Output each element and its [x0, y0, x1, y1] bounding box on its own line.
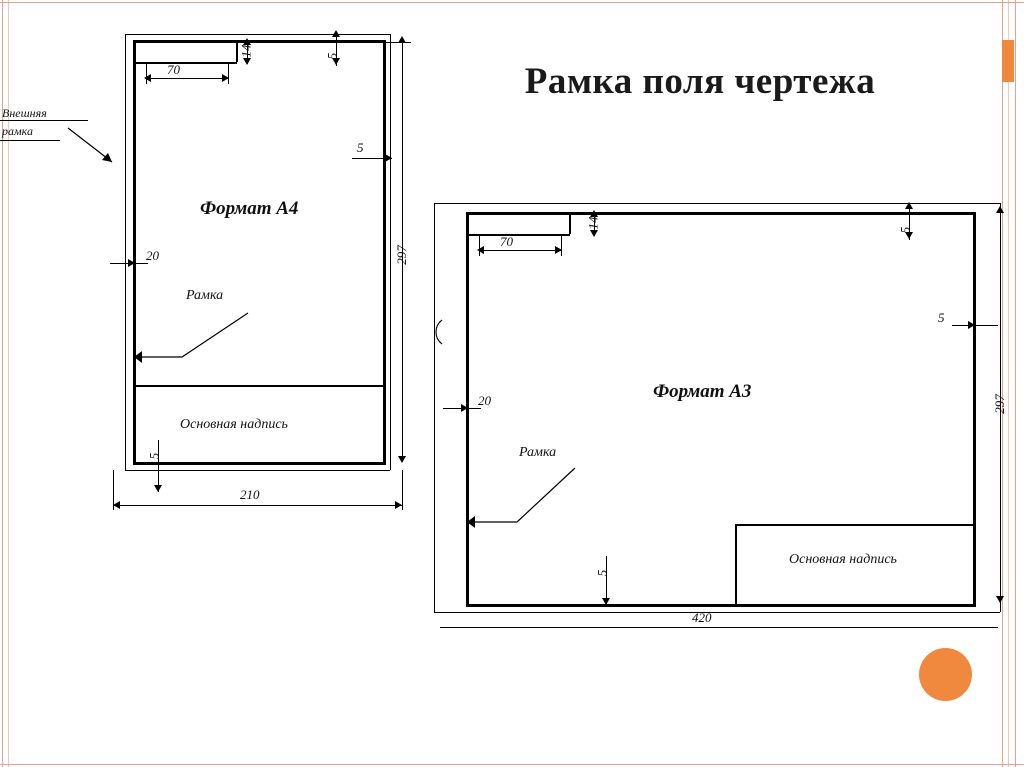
a3-title-block-top — [735, 524, 976, 526]
a3-dim-20-arrow — [461, 404, 468, 412]
a3-dim-420-text: 420 — [692, 610, 712, 625]
a3-dim-5-right-arrow — [968, 321, 975, 329]
slide-right-rule-3 — [1015, 0, 1016, 767]
a4-frame-top — [133, 40, 386, 43]
a4-dim-70-ext-right — [228, 62, 229, 84]
a4-outer-frame-bottom — [125, 470, 390, 471]
a3-dim-14-arrow-down — [590, 230, 598, 237]
a3-topbox-bottom — [466, 234, 570, 236]
a3-dim-5-bottom-text: 5 — [594, 569, 610, 577]
a3-dim-5-right-line — [952, 325, 998, 326]
a3-dim-420-line — [440, 627, 998, 628]
a4-dim-210-line — [113, 505, 402, 506]
a3-dim-70-line — [479, 250, 561, 251]
a4-dim-210-text: 210 — [240, 487, 260, 502]
a4-outer-frame-right — [390, 34, 391, 470]
a4-dim-210-ext-left — [113, 470, 114, 510]
a4-dim-5-bottom-text: 5 — [146, 452, 162, 460]
a4-frame-left — [133, 40, 136, 465]
slide-right-rule-1 — [1002, 0, 1003, 767]
a4-dim-70-line — [146, 78, 228, 79]
a4-dim-5-top-text: 5 — [324, 52, 340, 60]
a4-dim-5-right-arrow — [385, 154, 392, 162]
a3-break-mark — [428, 318, 446, 346]
a3-topbox-right — [569, 212, 571, 234]
a4-outer-frame-underline — [0, 120, 88, 121]
a4-outer-frame-label-line1: Внешняя — [2, 106, 47, 120]
slide-top-rule — [0, 2, 1024, 3]
a3-dim-297-arrow-down — [996, 596, 1004, 603]
accent-circle — [919, 648, 972, 701]
a4-dim-297-arrow-down — [398, 456, 406, 463]
a3-outer-frame-left — [434, 203, 435, 612]
a4-topbox-bottom — [133, 62, 237, 64]
a4-dim-5-top-arrow-up — [332, 30, 340, 37]
a4-dim-297-text: 297 — [393, 245, 409, 265]
a3-frame-top — [466, 212, 976, 215]
a3-dim-5-top-arrow-up — [905, 202, 913, 209]
a4-dim-297-ext-top — [385, 42, 411, 43]
a4-dim-5-bottom-arrow — [154, 485, 162, 492]
slide-right-rule-2 — [1008, 0, 1009, 767]
a3-dim-5-bottom-arrow — [602, 598, 610, 605]
a4-outer-frame-leader — [60, 120, 130, 170]
a3-dim-70-text: 70 — [500, 234, 513, 249]
a3-title-block-left — [735, 524, 737, 606]
a4-title-block-top — [133, 385, 386, 387]
a4-outer-frame-top — [125, 34, 390, 35]
a4-outer-frame-label-line2: рамка — [2, 124, 33, 138]
a3-dim-70-ext-left — [479, 234, 480, 256]
a3-dim-5-top-text: 5 — [897, 226, 913, 234]
a4-dim-14-arrow-down — [243, 58, 251, 65]
a3-format-label: Формат А3 — [653, 381, 752, 402]
a4-dim-210-arrow-right — [395, 501, 402, 509]
a4-dim-20-text: 20 — [146, 248, 159, 263]
a4-outer-frame-left — [125, 34, 126, 470]
accent-bar — [1002, 40, 1014, 82]
a3-dim-20-text: 20 — [478, 393, 491, 408]
page-title: Рамка поля чертежа — [524, 61, 876, 102]
a4-dim-70-ext-left — [146, 62, 147, 84]
a4-frame-label: Рамка — [186, 288, 224, 303]
a4-dim-14-text: 14 — [238, 44, 254, 58]
a3-frame-bottom — [466, 604, 976, 607]
slide-bottom-rule — [0, 764, 1024, 765]
a4-outer-frame-underline-2 — [0, 140, 60, 141]
a3-outer-frame-top — [434, 203, 1000, 204]
a4-dim-20-arrow — [128, 259, 135, 267]
a3-title-block-label: Основная надпись — [789, 552, 897, 567]
a3-outer-frame-bottom — [434, 612, 1000, 613]
a3-dim-70-ext-right — [561, 234, 562, 256]
a4-dim-210-arrow-left — [113, 501, 120, 509]
a4-dim-70-text: 70 — [167, 62, 180, 77]
a4-title-block-label: Основная надпись — [180, 417, 288, 432]
a4-frame-right — [383, 40, 386, 465]
a3-dim-297-text: 297 — [991, 394, 1007, 414]
a3-frame-label: Рамка — [519, 445, 557, 460]
a4-frame-bottom — [133, 462, 386, 465]
a3-dim-5-right-text: 5 — [938, 310, 945, 325]
a4-format-label: Формат А4 — [200, 198, 299, 219]
a4-dim-5-right-text: 5 — [357, 140, 364, 155]
a3-dim-297-arrow-up — [996, 206, 1004, 213]
a3-dim-14-text: 14 — [585, 216, 601, 230]
a3-frame-right — [973, 212, 976, 606]
a4-dim-210-ext-right — [402, 470, 403, 510]
